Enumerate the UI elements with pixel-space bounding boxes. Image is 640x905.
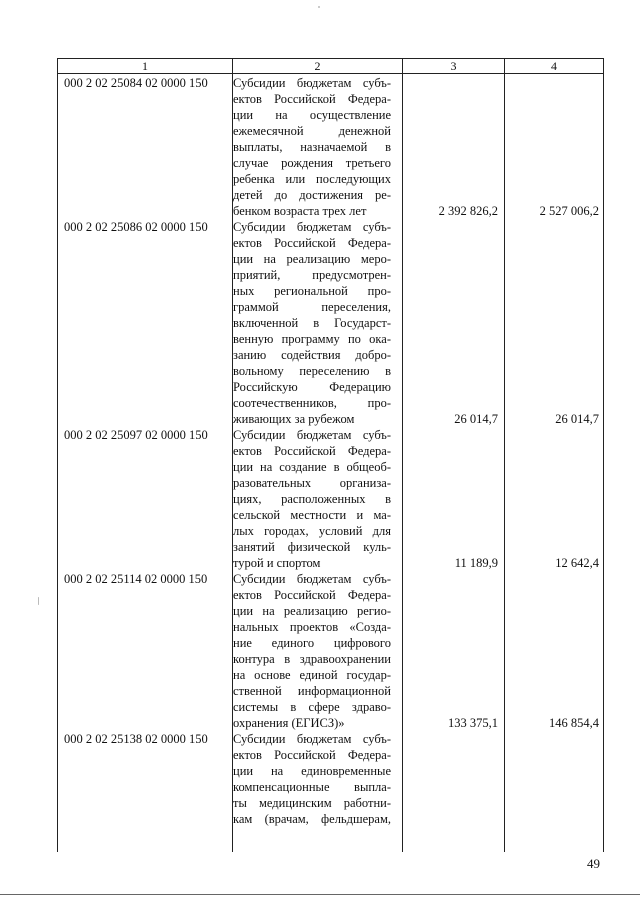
row-description: Субсидии бюджетам субъ- ектов Российской Федера- ции на создание в общеоб- разовательных организа- циях, расположенных в сельской местности и ма- лых городах, условий для занятий физической куль- турой и спортом <box>233 428 391 570</box>
row-value-col4: 2 527 006,2 <box>539 204 599 218</box>
page-number: 49 <box>587 856 600 871</box>
budget-table <box>57 58 604 852</box>
scan-edge <box>0 894 640 895</box>
header-divider <box>58 73 603 74</box>
row-description: Субсидии бюджетам субъ- ектов Российской Федера- ции на осуществление ежемесячной денежной выплаты, назначаемой в случае рождения третьего ребенка или последующих детей до достижения ре- бенком возраста трех лет <box>233 76 391 218</box>
row-code: 000 2 02 25114 02 0000 150 <box>64 572 208 586</box>
header-col-2: 2 <box>314 59 321 73</box>
header-col-3: 3 <box>450 59 457 73</box>
header-col-1: 1 <box>142 59 148 73</box>
column-divider <box>402 59 403 852</box>
row-code: 000 2 02 25138 02 0000 150 <box>64 732 208 746</box>
row-description: Субсидии бюджетам субъ- ектов Российской Федера- ции на единовременные компенсационные выпла- ты медицинским работни- кам (врачам, фельдшерам, <box>233 732 391 826</box>
row-value-col3: 2 392 826,2 <box>438 204 498 218</box>
row-code: 000 2 02 25097 02 0000 150 <box>64 428 208 442</box>
row-value-col3: 11 189,9 <box>454 556 498 570</box>
row-description: Субсидии бюджетам субъ- ектов Российской Федера- ции на реализацию меро- приятий, предусмотрен- ных региональной про- граммой переселения, включенной в Государст- венную программу по ока- занию содействия добро- вольному переселению в Российскую Федерацию соотечественников, про- живающих за рубежом <box>233 220 391 426</box>
row-value-col4: 12 642,4 <box>555 556 599 570</box>
row-description: Субсидии бюджетам субъ- ектов Российской Федера- ции на реализацию регио- нальных проектов «Созда- ние единого цифрового контура в здравоохранении на основе единой государ- ственной информационной системы в сфере здраво- охранения (ЕГИСЗ)» <box>233 572 391 730</box>
row-code: 000 2 02 25084 02 0000 150 <box>64 76 208 90</box>
row-value-col4: 146 854,4 <box>549 716 599 730</box>
scan-artifact <box>318 6 320 8</box>
scan-artifact <box>38 597 39 605</box>
header-col-4: 4 <box>551 59 557 73</box>
row-value-col4: 26 014,7 <box>555 412 599 426</box>
row-value-col3: 26 014,7 <box>454 412 498 426</box>
row-value-col3: 133 375,1 <box>448 716 498 730</box>
row-code: 000 2 02 25086 02 0000 150 <box>64 220 208 234</box>
column-divider <box>504 59 505 852</box>
